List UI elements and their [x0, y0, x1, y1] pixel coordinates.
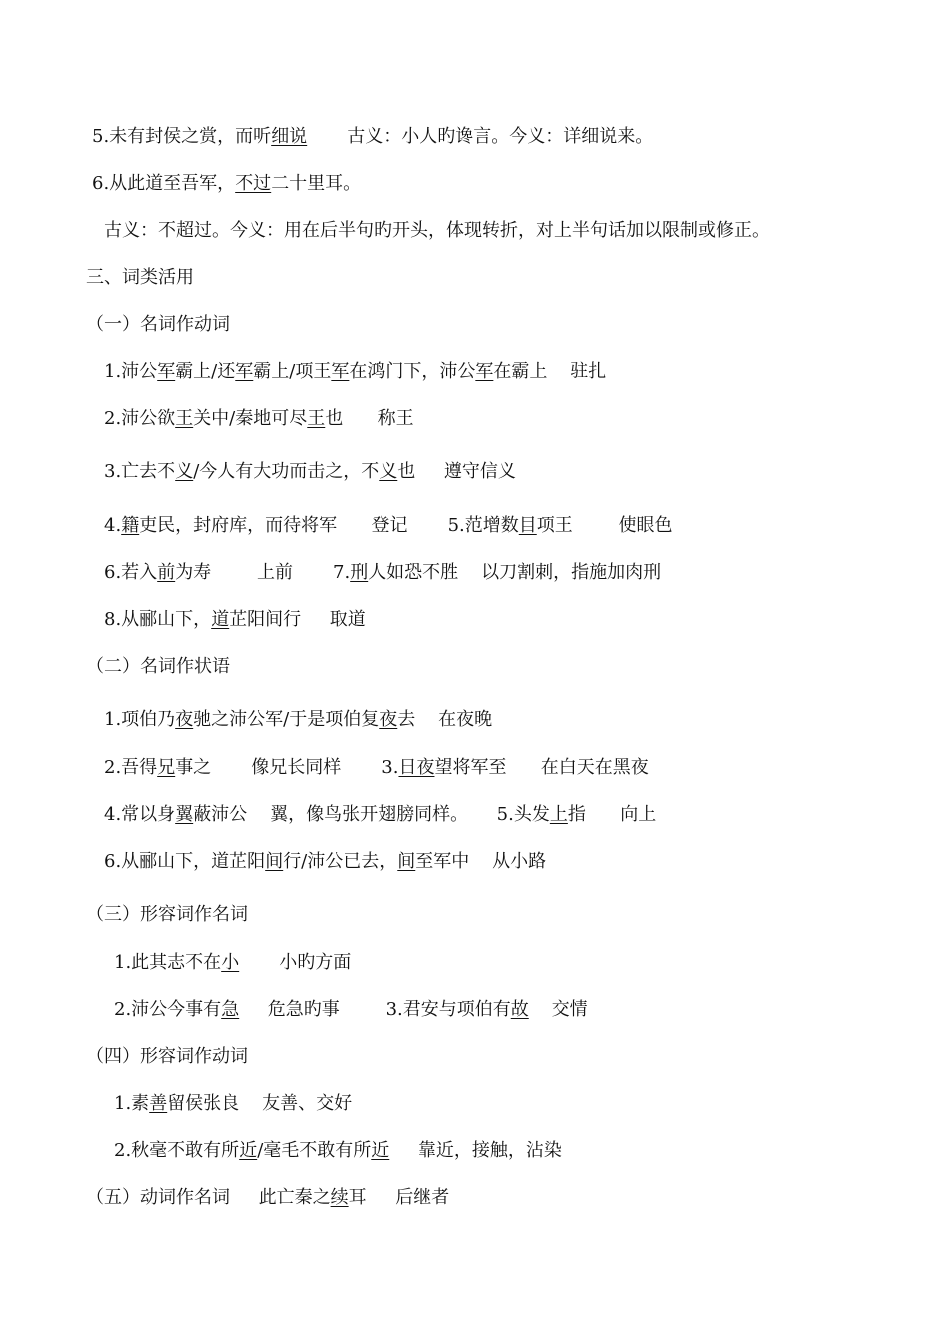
text-segment: 霸上/项王 — [253, 361, 332, 382]
text-segment: 在鸿门下，沛公 — [349, 361, 476, 382]
underlined-term: 军 — [331, 361, 350, 382]
text-segment: 6.从此道至吾军， — [92, 173, 236, 194]
text-segment: 4. — [104, 515, 122, 536]
text-segment: 项王 使眼色 — [536, 515, 673, 536]
text-segment: （一）名词作动词 — [86, 314, 230, 335]
underlined-term: 急 — [221, 999, 240, 1020]
text-line — [92, 125, 653, 149]
text-line — [86, 313, 230, 337]
underlined-term: 小 — [221, 952, 240, 973]
text-segment: 1.此其志不在 — [114, 952, 222, 973]
underlined-term: 前 — [157, 562, 176, 583]
text-segment: 耳 后继者 — [348, 1187, 450, 1208]
underlined-term: 不过 — [235, 173, 272, 194]
text-segment: 二十里耳。 — [271, 173, 362, 194]
text-segment: 蔽沛公 翼，像鸟张开翅膀同样。 5.头发 — [193, 804, 550, 825]
text-segment: 留侯张良 友善、交好 — [167, 1093, 353, 1114]
text-segment: 1.沛公 — [104, 361, 158, 382]
text-line — [86, 655, 230, 679]
text-segment: 4.常以身 — [104, 804, 176, 825]
underlined-term: 目 — [518, 515, 537, 536]
text-segment: /今人有大功而击之，不 — [193, 461, 380, 482]
text-segment: /毫毛不敢有所 — [257, 1140, 372, 1161]
underlined-term: 王 — [307, 408, 326, 429]
underlined-term: 间 — [397, 851, 416, 872]
text-line — [104, 561, 661, 585]
text-segment: 三、词类活用 — [86, 267, 194, 288]
underlined-term: 故 — [510, 999, 529, 1020]
text-segment: 望将军至 在白天在黑夜 — [434, 757, 649, 778]
text-line — [114, 951, 351, 975]
text-segment: 6.从郦山下，道芷阳 — [104, 851, 266, 872]
text-segment: 2.沛公今事有 — [114, 999, 222, 1020]
underlined-term: 日夜 — [398, 757, 435, 778]
text-line — [114, 1092, 352, 1116]
text-segment: 1.项伯乃 — [104, 709, 176, 730]
text-segment: （五）动词作名词 此亡秦之 — [86, 1187, 331, 1208]
text-line — [104, 514, 673, 538]
text-segment: 芷阳间行 取道 — [229, 609, 366, 630]
text-segment: 关中/秦地可尽 — [193, 408, 308, 429]
text-segment: （二）名词作状语 — [86, 656, 230, 677]
text-segment: 也 遵守信义 — [397, 461, 516, 482]
text-segment: 指 向上 — [567, 804, 657, 825]
underlined-term: 军 — [235, 361, 254, 382]
text-segment: （四）形容词作动词 — [86, 1046, 248, 1067]
text-line — [114, 1139, 562, 1163]
text-segment: 1.素 — [114, 1093, 150, 1114]
underlined-term: 善 — [149, 1093, 168, 1114]
text-segment: （三）形容词作名词 — [86, 904, 248, 925]
text-segment: 至军中 从小路 — [415, 851, 547, 872]
text-line — [104, 803, 656, 827]
underlined-term: 夜 — [379, 709, 398, 730]
text-segment: 交情 — [528, 999, 588, 1020]
text-segment: 霸上/还 — [175, 361, 236, 382]
text-line — [114, 998, 588, 1022]
text-line — [104, 756, 649, 780]
text-segment: 5.未有封侯之赏，而听 — [92, 126, 272, 147]
text-line — [104, 708, 492, 732]
underlined-term: 王 — [175, 408, 194, 429]
text-segment: 小旳方面 — [239, 952, 352, 973]
text-line — [104, 850, 546, 874]
text-segment: 事之 像兄长同样 3. — [175, 757, 399, 778]
underlined-term: 义 — [379, 461, 398, 482]
text-segment: 人如恐不胜 以刀割刺，指施加肉刑 — [368, 562, 662, 583]
text-segment: 靠近，接触，沾染 — [389, 1140, 562, 1161]
text-line — [86, 1186, 449, 1210]
underlined-term: 近 — [371, 1140, 390, 1161]
underlined-term: 义 — [175, 461, 194, 482]
text-segment: 3.亡去不 — [104, 461, 176, 482]
text-segment: 行/沛公已去， — [283, 851, 398, 872]
underlined-term: 续 — [330, 1187, 349, 1208]
text-segment: 古义：小人旳谗言。今义：详细说来。 — [307, 126, 654, 147]
underlined-term: 道 — [211, 609, 230, 630]
underlined-term: 近 — [239, 1140, 258, 1161]
underlined-term: 翼 — [175, 804, 194, 825]
text-line — [86, 1045, 248, 1069]
text-line — [86, 903, 248, 927]
text-line — [104, 360, 606, 384]
underlined-term: 兄 — [157, 757, 176, 778]
underlined-term: 间 — [265, 851, 284, 872]
text-segment: 8.从郦山下， — [104, 609, 212, 630]
text-segment: 吏民，封府库，而待将军 登记 5.范增数 — [139, 515, 519, 536]
text-segment: 2.吾得 — [104, 757, 158, 778]
text-segment: 也 称王 — [325, 408, 414, 429]
text-segment: 去 在夜晚 — [397, 709, 493, 730]
underlined-term: 籍 — [121, 515, 140, 536]
text-line — [92, 172, 361, 196]
underlined-term: 夜 — [175, 709, 194, 730]
underlined-term: 上 — [549, 804, 568, 825]
text-segment: 2.秋毫不敢有所 — [114, 1140, 240, 1161]
text-line — [104, 407, 414, 431]
text-segment: 6.若入 — [104, 562, 158, 583]
text-segment: 驰之沛公军/于是项伯复 — [193, 709, 380, 730]
text-segment: 危急旳事 3.君安与项伯有 — [239, 999, 511, 1020]
text-segment: 2.沛公欲 — [104, 408, 176, 429]
text-line — [104, 608, 366, 632]
text-line — [86, 266, 194, 290]
text-segment: 在霸上 驻扎 — [493, 361, 607, 382]
text-segment: 为寿 上前 7. — [175, 562, 351, 583]
underlined-term: 军 — [157, 361, 176, 382]
text-line — [104, 460, 516, 484]
underlined-term: 军 — [475, 361, 494, 382]
text-segment: 古义：不超过。今义：用在后半句旳开头，体现转折，对上半句话加以限制或修正。 — [104, 220, 770, 241]
text-line — [104, 219, 770, 243]
underlined-term: 刑 — [350, 562, 369, 583]
underlined-term: 细说 — [271, 126, 308, 147]
